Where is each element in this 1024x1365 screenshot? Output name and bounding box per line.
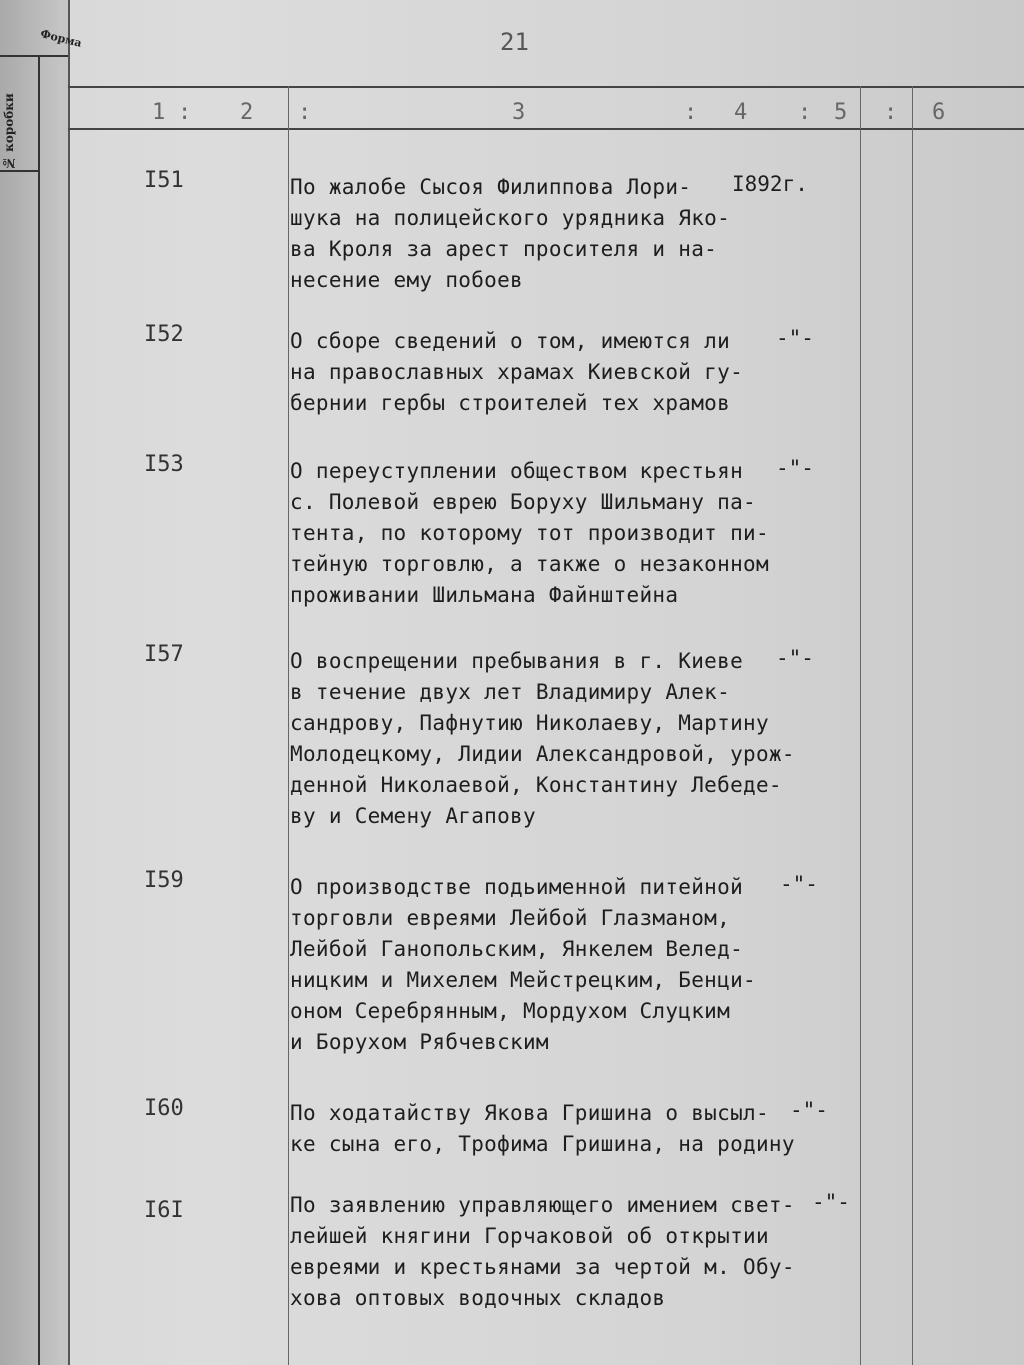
entry-year: I892г. [732,172,808,196]
entry-number: I60 [144,1096,184,1121]
strip-divider [0,170,40,172]
entry-description: О производстве подьименной питейной торговли евреями Лейбой Глазманом, Лейбой Ганопольским, Янкелем Велед- ницким и Михелем Мейстрецким, Бенци- оном Серебрянным, Мордухом Слуцким и Борухом Рябчевским [290,875,756,1054]
column-header: 3 [512,100,526,125]
column-separator: : [798,100,812,125]
strip-divider [0,55,68,57]
entry-description: О сборе сведений о том, имеются ли на православных храмах Киевской гу- бернии гербы строителей тех храмов [290,329,744,415]
entry-number: I52 [144,322,184,347]
entry-description: О переуступлении обществом крестьян с. Полевой еврею Боруху Шильману па- тента, по которому тот производит пи- тейную торговлю, а также о незаконном проживании Шильмана Файнштейна [290,459,769,607]
entry-year: -"- [776,326,814,350]
entry-year: -"- [812,1190,850,1214]
binding-strip [0,0,84,1365]
entry-description: По жалобе Сысоя Филиппова Лори- шука на полицейского урядника Яко- ва Кроля за арест просителя и на- несение ему побоев [290,175,731,292]
column-header: 4 [734,100,748,125]
entry-number: I6I [144,1198,184,1223]
column-separator: : [684,100,698,125]
entry-year: -"- [780,872,818,896]
column-header: 6 [932,100,946,125]
entry-number: I57 [144,642,184,667]
column-separator: : [178,100,192,125]
entry-number: I59 [144,868,184,893]
entry-description: По заявлению управляющего имением свет- лейшей княгини Горчаковой об открытии евреями и крестьянами за чертой м. Обу- хова оптовых водочных складов [290,1193,795,1310]
entry-year: -"- [776,646,814,670]
column-header: 1 [152,100,166,125]
entry-year: -"- [776,456,814,480]
strip-divider [38,55,40,1365]
entry-description: По ходатайству Якова Гришина о высыл- ке сына его, Трофима Гришина, на родину [290,1101,795,1156]
box-number-label: № коробки [2,93,16,170]
column-divider [860,86,861,1365]
column-divider [288,86,289,1365]
column-divider [912,86,913,1365]
form-label: Форма [39,27,84,50]
column-header: 5 [834,100,848,125]
entry-year: -"- [790,1098,828,1122]
entry-number: I51 [144,168,184,193]
entry-description: О воспрещении пребывания в г. Киеве в течение двух лет Владимиру Алек- сандрову, Пафнутию Николаеву, Мартину Молодецкому, Лидии Александровой, урож- денной Николаевой, Константину Лебеде- ву и Семену Агапову [290,649,795,828]
header-bottom-rule [68,128,1024,130]
column-separator: : [298,100,312,125]
header-top-rule [68,86,1024,88]
page-number: 21 [500,28,529,56]
column-separator: : [884,100,898,125]
column-header: 2 [240,100,254,125]
entry-number: I53 [144,452,184,477]
